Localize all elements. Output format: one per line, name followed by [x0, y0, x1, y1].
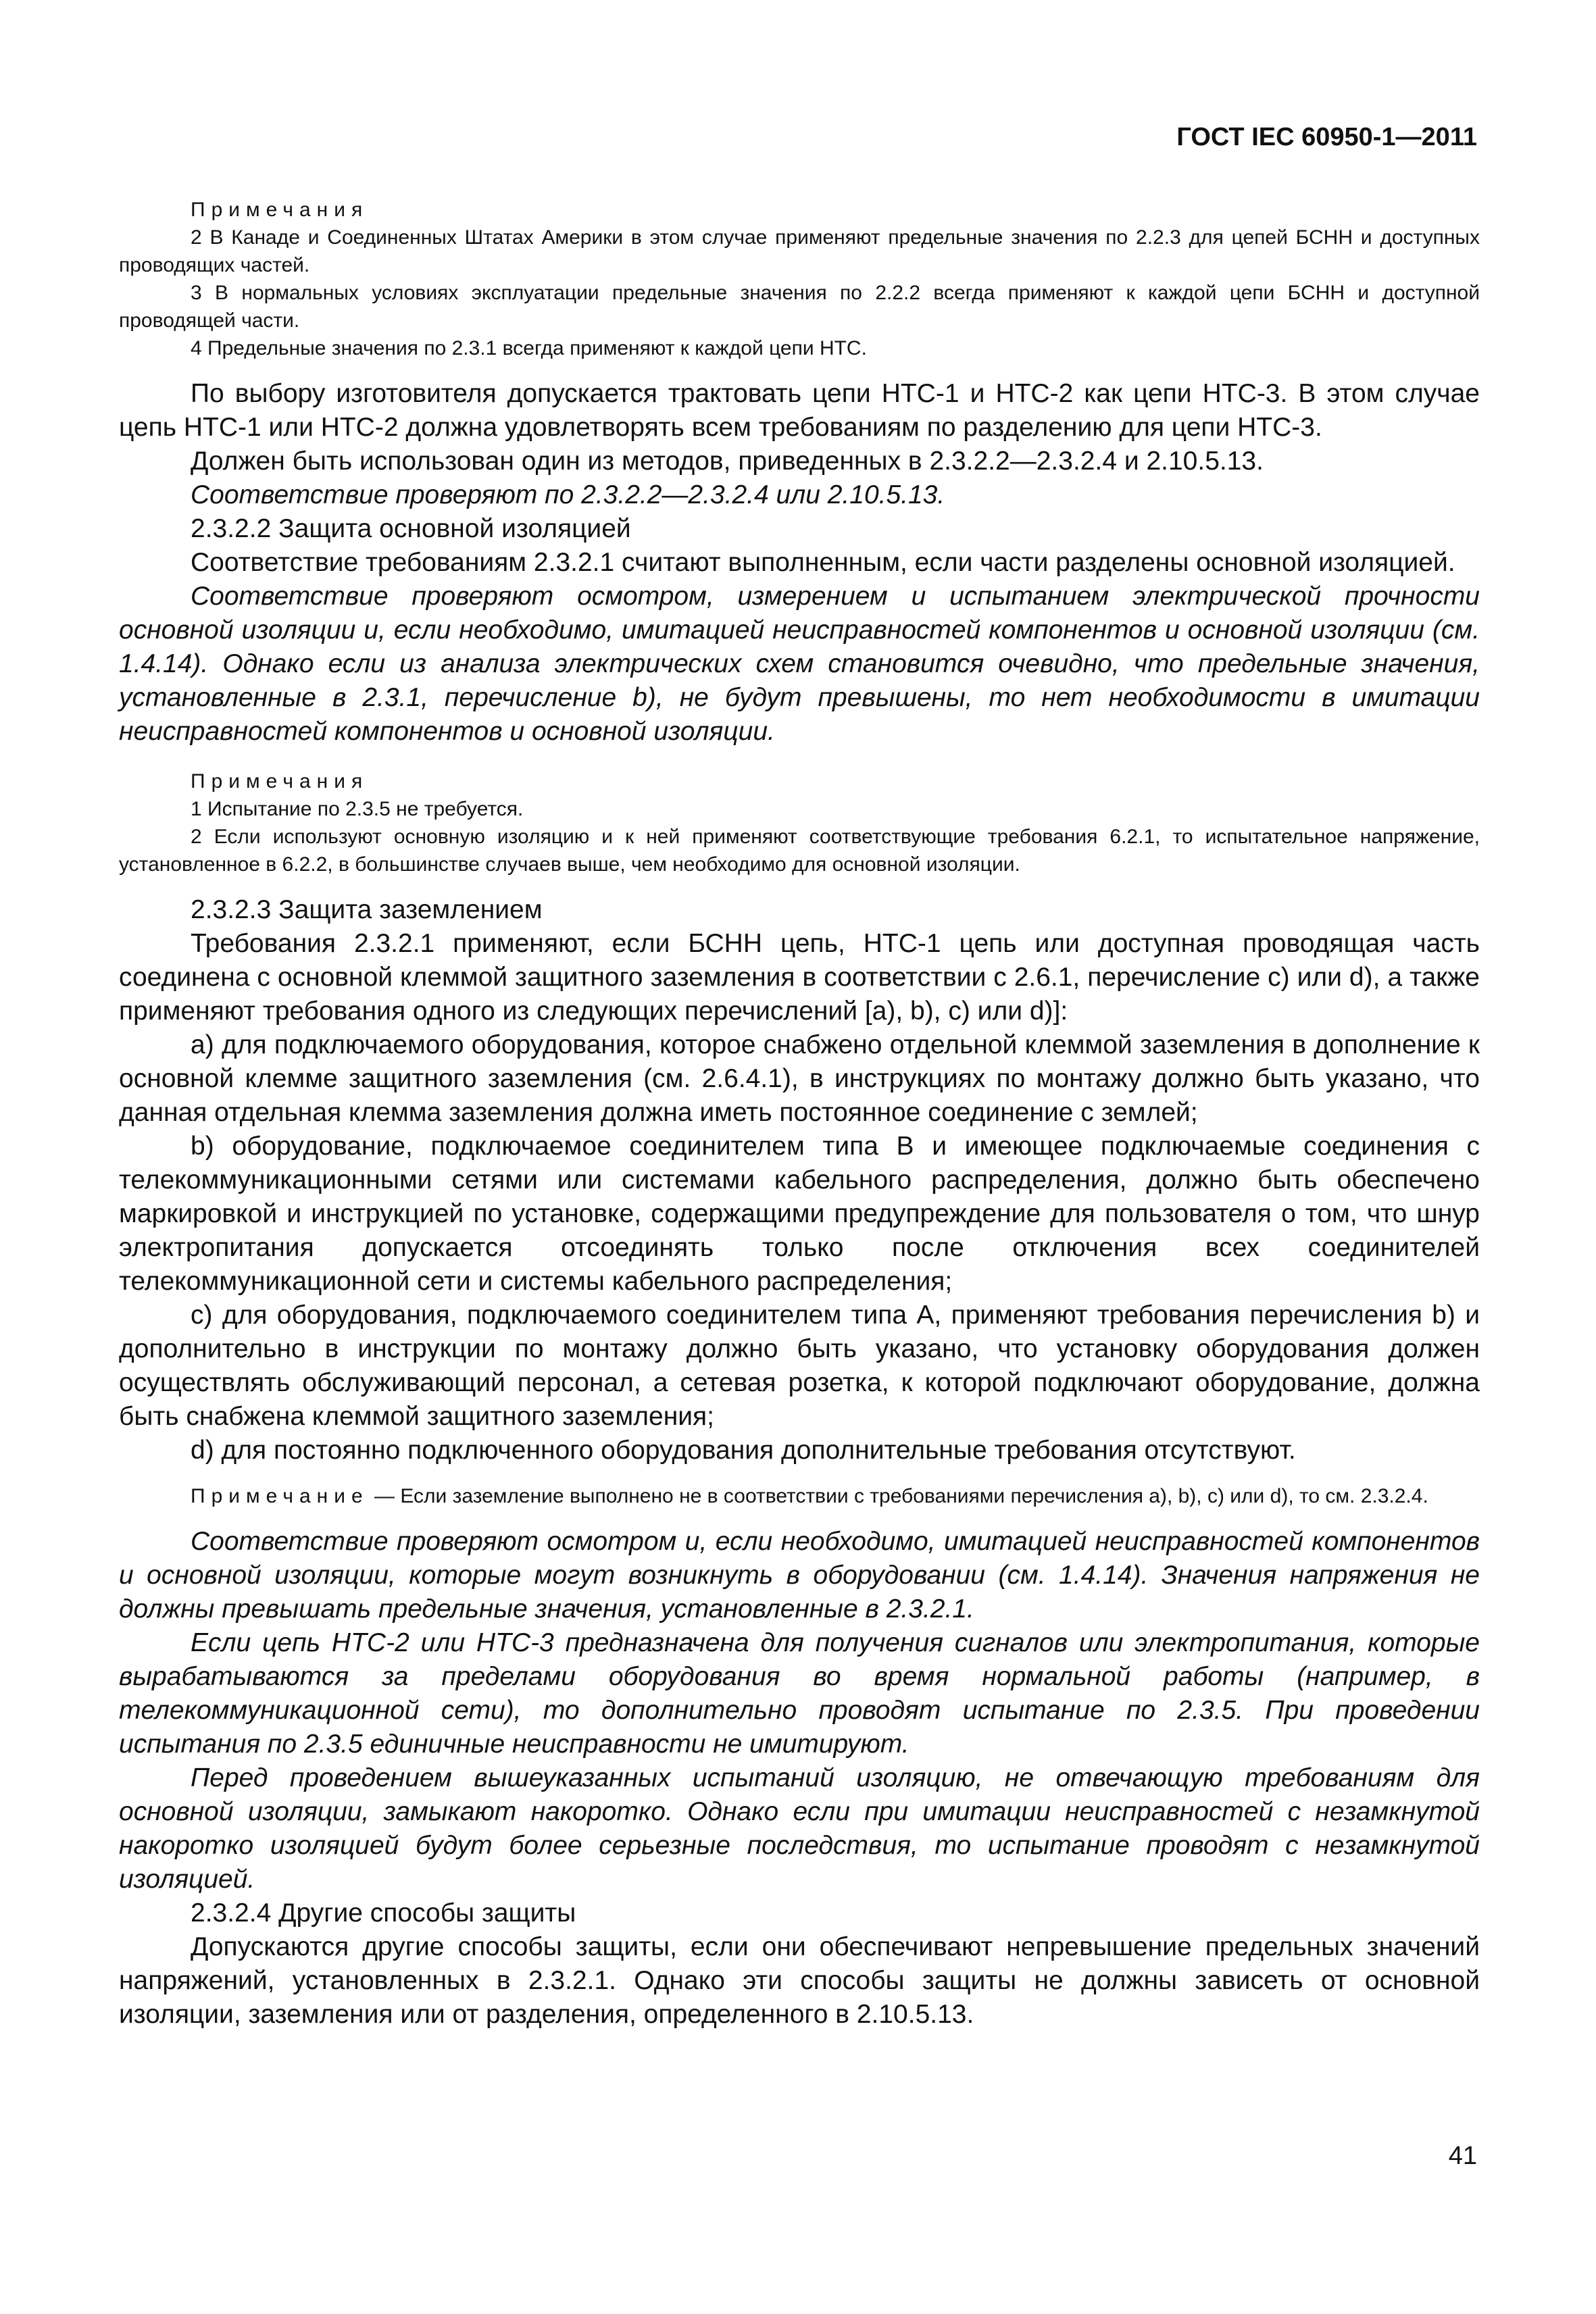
- note-item: 4 Предельные значения по 2.3.1 всегда применяют к каждой цепи НТС.: [191, 337, 867, 359]
- list-item: a) для подключаемого оборудования, которое снабжено отдельной клеммой заземления в дополнение к основной клемме защитного заземления (см. 2.6.4.1), в инструкциях по монтажу должно быть указано, что данная отдельная клемма заземления должна иметь постоянное соединение с землей;: [119, 1030, 1480, 1127]
- body-paragraph: По выбору изготовителя допускается трактовать цепи НТС-1 и НТС-2 как цепи НТС-3. В этом случае цепь НТС-1 или НТС-2 должна удовлетворять всем требованиям по разделению для цепи НТС-3.: [119, 379, 1480, 442]
- compliance-paragraph: Соответствие проверяют осмотром и, если необходимо, имитацией неисправностей компонентов и основной изоляции, которые могут возникнуть в оборудовании (см. 1.4.14). Значения напряжения не должны превышать предельные значения, установленные в 2.3.2.1.: [119, 1527, 1480, 1624]
- section-heading: 2.3.2.4 Другие способы защиты: [191, 1898, 576, 1928]
- page-body: [119, 196, 1480, 2032]
- list-item: b) оборудование, подключаемое соединителем типа B и имеющее подключаемые соединения с телекоммуникационными сетями или системами кабельного распределения, должно быть обеспечено маркировкой и инструкцией по установке, содержащими предупреждение для пользователя о том, что шнур электропитания допускается отсоединять только после отключения всех соединителей телекоммуникационной сети и системы кабельного распределения;: [119, 1132, 1480, 1296]
- note-item: 3 В нормальных условиях эксплуатации предельные значения по 2.2.2 всегда применяют к каждой цепи БСНН и доступной проводящей части.: [119, 282, 1480, 332]
- section-heading: 2.3.2.2 Защита основной изоляцией: [191, 514, 631, 543]
- compliance-paragraph: Соответствие проверяют по 2.3.2.2—2.3.2.4 или 2.10.5.13.: [191, 480, 945, 509]
- note-item: 2 Если используют основную изоляцию и к ней применяют соответствующие требования 6.2.1, то испытательное напряжение, установленное в 6.2.2, в большинстве случаев выше, чем необходимо для основной изоляции.: [119, 826, 1480, 876]
- list-item: c) для оборудования, подключаемого соединителем типа A, применяют требования перечисления b) и дополнительно в инструкции по монтажу должно быть указано, что установку оборудования должен осуществлять обслуживающий персонал, а сетевая розетка, к которой подключают оборудование, должна быть снабжена клеммой защитного заземления;: [119, 1301, 1480, 1431]
- notes-title: Примечания: [191, 770, 369, 793]
- body-paragraph: Допускаются другие способы защиты, если они обеспечивают непревышение предельных значений напряжений, установленных в 2.3.2.1. Однако эти способы защиты не должны зависеть от основной изоляции, заземления или от разделения, определенного в 2.10.5.13.: [119, 1932, 1480, 2029]
- note-paragraph: [119, 1482, 1480, 1510]
- body-paragraph: Соответствие требованиям 2.3.2.1 считают выполненным, если части разделены основной изоляцией.: [191, 548, 1455, 577]
- body-paragraph: Требования 2.3.2.1 применяют, если БСНН цепь, НТС-1 цепь или доступная проводящая часть соединена с основной клеммой защитного заземления в соответствии с 2.6.1, перечисление c) или d), а также применяют требования одного из следующих перечислений [a), b), c) или d)]:: [119, 929, 1480, 1026]
- section-heading: 2.3.2.3 Защита заземлением: [191, 895, 543, 924]
- list-item: d) для постоянно подключенного оборудования дополнительные требования отсутствуют.: [191, 1436, 1296, 1465]
- note-item: 2 В Канаде и Соединенных Штатах Америки в этом случае применяют предельные значения по 2.2.3 для цепей БСНН и доступных проводящих частей.: [119, 226, 1480, 276]
- note-item: 1 Испытание по 2.3.5 не требуется.: [191, 798, 524, 820]
- page-number: 41: [1448, 2142, 1477, 2170]
- note-label: Примечание: [191, 1485, 369, 1507]
- compliance-paragraph: Перед проведением вышеуказанных испытаний изоляцию, не отвечающую требованиям для основной изоляции, замыкают накоротко. Однако если при имитации неисправностей с незамкнутой накоротко изоляцией будут более серьезные последствия, то испытание проводят с незамкнутой изоляцией.: [119, 1763, 1480, 1894]
- document-id-header: ГОСТ IEC 60950-1—2011: [1176, 123, 1477, 151]
- compliance-paragraph: Если цепь НТС-2 или НТС-3 предназначена для получения сигналов или электропитания, которые вырабатываются за пределами оборудования во время нормальной работы (например, в телекоммуникационной сети), то дополнительно проводят испытание по 2.3.5. При проведении испытания по 2.3.5 единичные неисправности не имитируют.: [119, 1628, 1480, 1759]
- body-paragraph: Должен быть использован один из методов, приведенных в 2.3.2.2—2.3.2.4 и 2.10.5.13.: [191, 447, 1264, 476]
- note-text: — Если заземление выполнено не в соответствии с требованиями перечисления a), b), c) или d), то см. 2.3.2.4.: [368, 1485, 1428, 1507]
- compliance-paragraph: Соответствие проверяют осмотром, измерением и испытанием электрической прочности основной изоляции и, если необходимо, имитацией неисправностей компонентов и основной изоляции (см. 1.4.14). Однако если из анализа электрических схем становится очевидно, что предельные значения, установленные в 2.3.1, перечисление b), не будут превышены, то нет необходимости в имитации неисправностей компонентов и основной изоляции.: [119, 582, 1480, 746]
- notes-title: Примечания: [191, 199, 369, 221]
